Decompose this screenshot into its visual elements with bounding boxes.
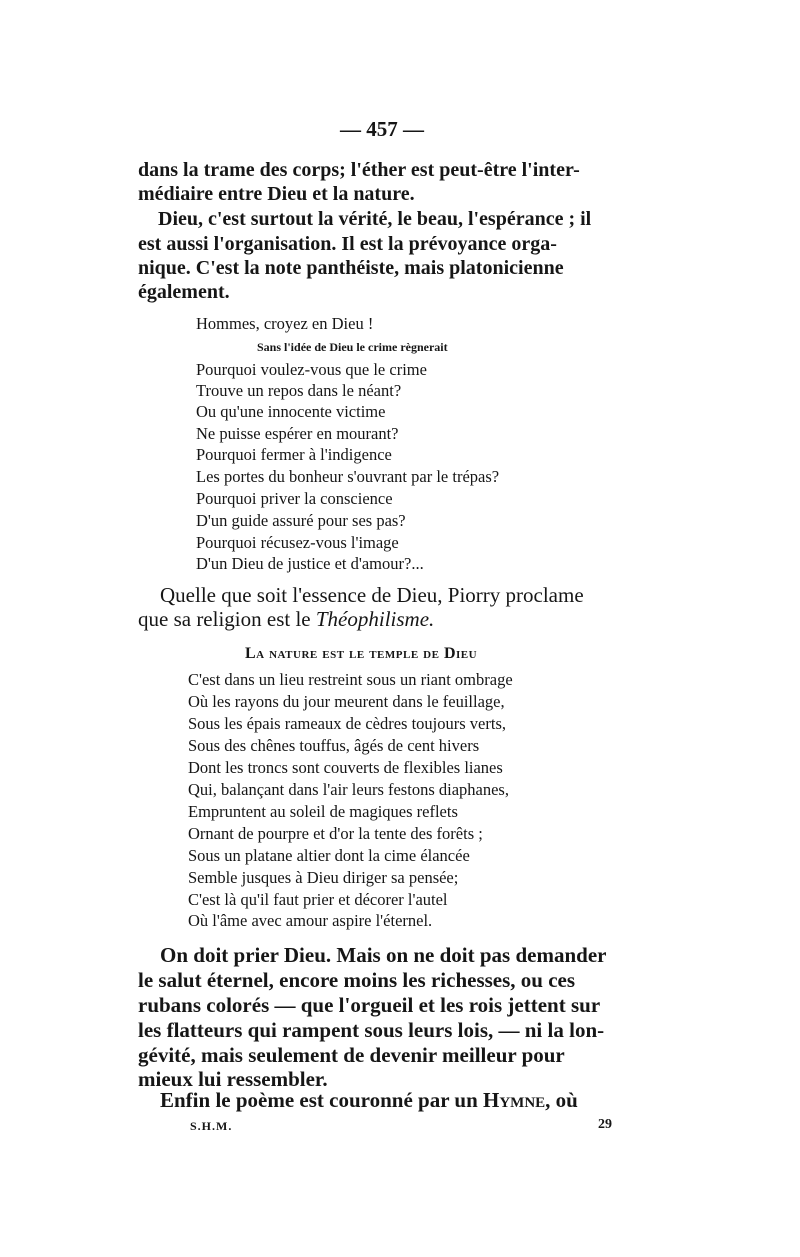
- poem-2-line-3: Sous les épais rameaux de cèdres toujours verts,: [188, 714, 506, 733]
- page-number: — 457 —: [340, 117, 424, 141]
- poem-1-line-6: Les portes du bonheur s'ouvrant par le trépas?: [196, 467, 500, 486]
- paragraph-3-line-6: mieux lui ressembler.: [138, 1067, 328, 1091]
- paragraph-4-line-1: [160, 1088, 578, 1112]
- paragraph-3-line-5: gévité, mais seulement de devenir meilleur pour: [138, 1043, 565, 1067]
- poem-1-line-8: D'un guide assuré pour ses pas?: [196, 511, 406, 530]
- poem-2-line-11: C'est là qu'il faut prier et décorer l'autel: [188, 890, 448, 909]
- poem-1-line-5: Pourquoi fermer à l'indigence: [196, 445, 392, 464]
- paragraph-2-line-2: [138, 607, 434, 631]
- poem-1-line-3: Ou qu'une innocente victime: [196, 402, 386, 421]
- theophilisme-term: Théophilisme.: [315, 607, 435, 631]
- poem-2-line-2: Où les rayons du jour meurent dans le feuillage,: [188, 692, 505, 711]
- poem-2-line-5: Dont les troncs sont couverts de flexibles lianes: [188, 758, 503, 777]
- paragraph-4-suffix: , où: [545, 1088, 578, 1112]
- poem-2-line-4: Sous des chênes touffus, âgés de cent hivers: [188, 736, 480, 755]
- poem-2-line-6: Qui, balançant dans l'air leurs festons diaphanes,: [188, 780, 509, 799]
- hymne-word: Hymne: [483, 1088, 546, 1112]
- paragraph-4-text: Enfin le poème est couronné par un: [160, 1088, 483, 1112]
- paragraph-3-line-1: On doit prier Dieu. Mais on ne doit pas demander: [160, 943, 607, 967]
- paragraph-3-line-3: rubans colorés — que l'orgueil et les rois jettent sur: [138, 993, 601, 1017]
- signature-mark: S.H.M.: [190, 1119, 233, 1133]
- poem-1-subtitle: Sans l'idée de Dieu le crime règnerait: [257, 340, 448, 354]
- paragraph-2-line-2-text: que sa religion est le: [138, 607, 316, 631]
- poem-2-line-1: C'est dans un lieu restreint sous un riant ombrage: [188, 670, 513, 689]
- paragraph-1-line-3: Dieu, c'est surtout la vérité, le beau, l'espérance ; il: [158, 208, 592, 230]
- poem-1-line-10: D'un Dieu de justice et d'amour?...: [196, 554, 424, 573]
- paragraph-1-line-2: médiaire entre Dieu et la nature.: [138, 183, 415, 205]
- poem-2-line-8: Ornant de pourpre et d'or la tente des forêts ;: [188, 824, 483, 843]
- poem-2-line-7: Empruntent au soleil de magiques reflets: [188, 802, 458, 821]
- poem-1-line-4: Ne puisse espérer en mourant?: [196, 424, 399, 443]
- poem-2-line-10: Semble jusques à Dieu diriger sa pensée;: [188, 868, 459, 887]
- paragraph-2-line-1: Quelle que soit l'essence de Dieu, Piorry proclame: [160, 583, 584, 607]
- paragraph-1-line-1: dans la trame des corps; l'éther est peut-être l'inter-: [138, 159, 580, 181]
- paragraph-1-line-6: également.: [138, 281, 230, 303]
- sheet-number: 29: [598, 1117, 612, 1132]
- poem-1-line-2: Trouve un repos dans le néant?: [196, 381, 402, 400]
- paragraph-3-line-4: les flatteurs qui rampent sous leurs lois, — ni la lon-: [138, 1018, 605, 1042]
- poem-1-line-1: Pourquoi voulez-vous que le crime: [196, 360, 427, 379]
- poem-2-title: La nature est le temple de Dieu: [245, 645, 478, 662]
- paragraph-1-line-4: est aussi l'organisation. Il est la prévoyance orga-: [138, 233, 557, 255]
- paragraph-1-line-5: nique. C'est la note panthéiste, mais platonicienne: [138, 257, 564, 279]
- paragraph-3-line-2: le salut éternel, encore moins les richesses, ou ces: [138, 968, 576, 992]
- poem-1-line-9: Pourquoi récusez-vous l'image: [196, 533, 399, 552]
- poem-1-opening: Hommes, croyez en Dieu !: [196, 314, 374, 333]
- poem-2-line-9: Sous un platane altier dont la cime élancée: [188, 846, 470, 865]
- poem-1-line-7: Pourquoi priver la conscience: [196, 489, 393, 508]
- poem-2-line-12: Où l'âme avec amour aspire l'éternel.: [188, 911, 433, 930]
